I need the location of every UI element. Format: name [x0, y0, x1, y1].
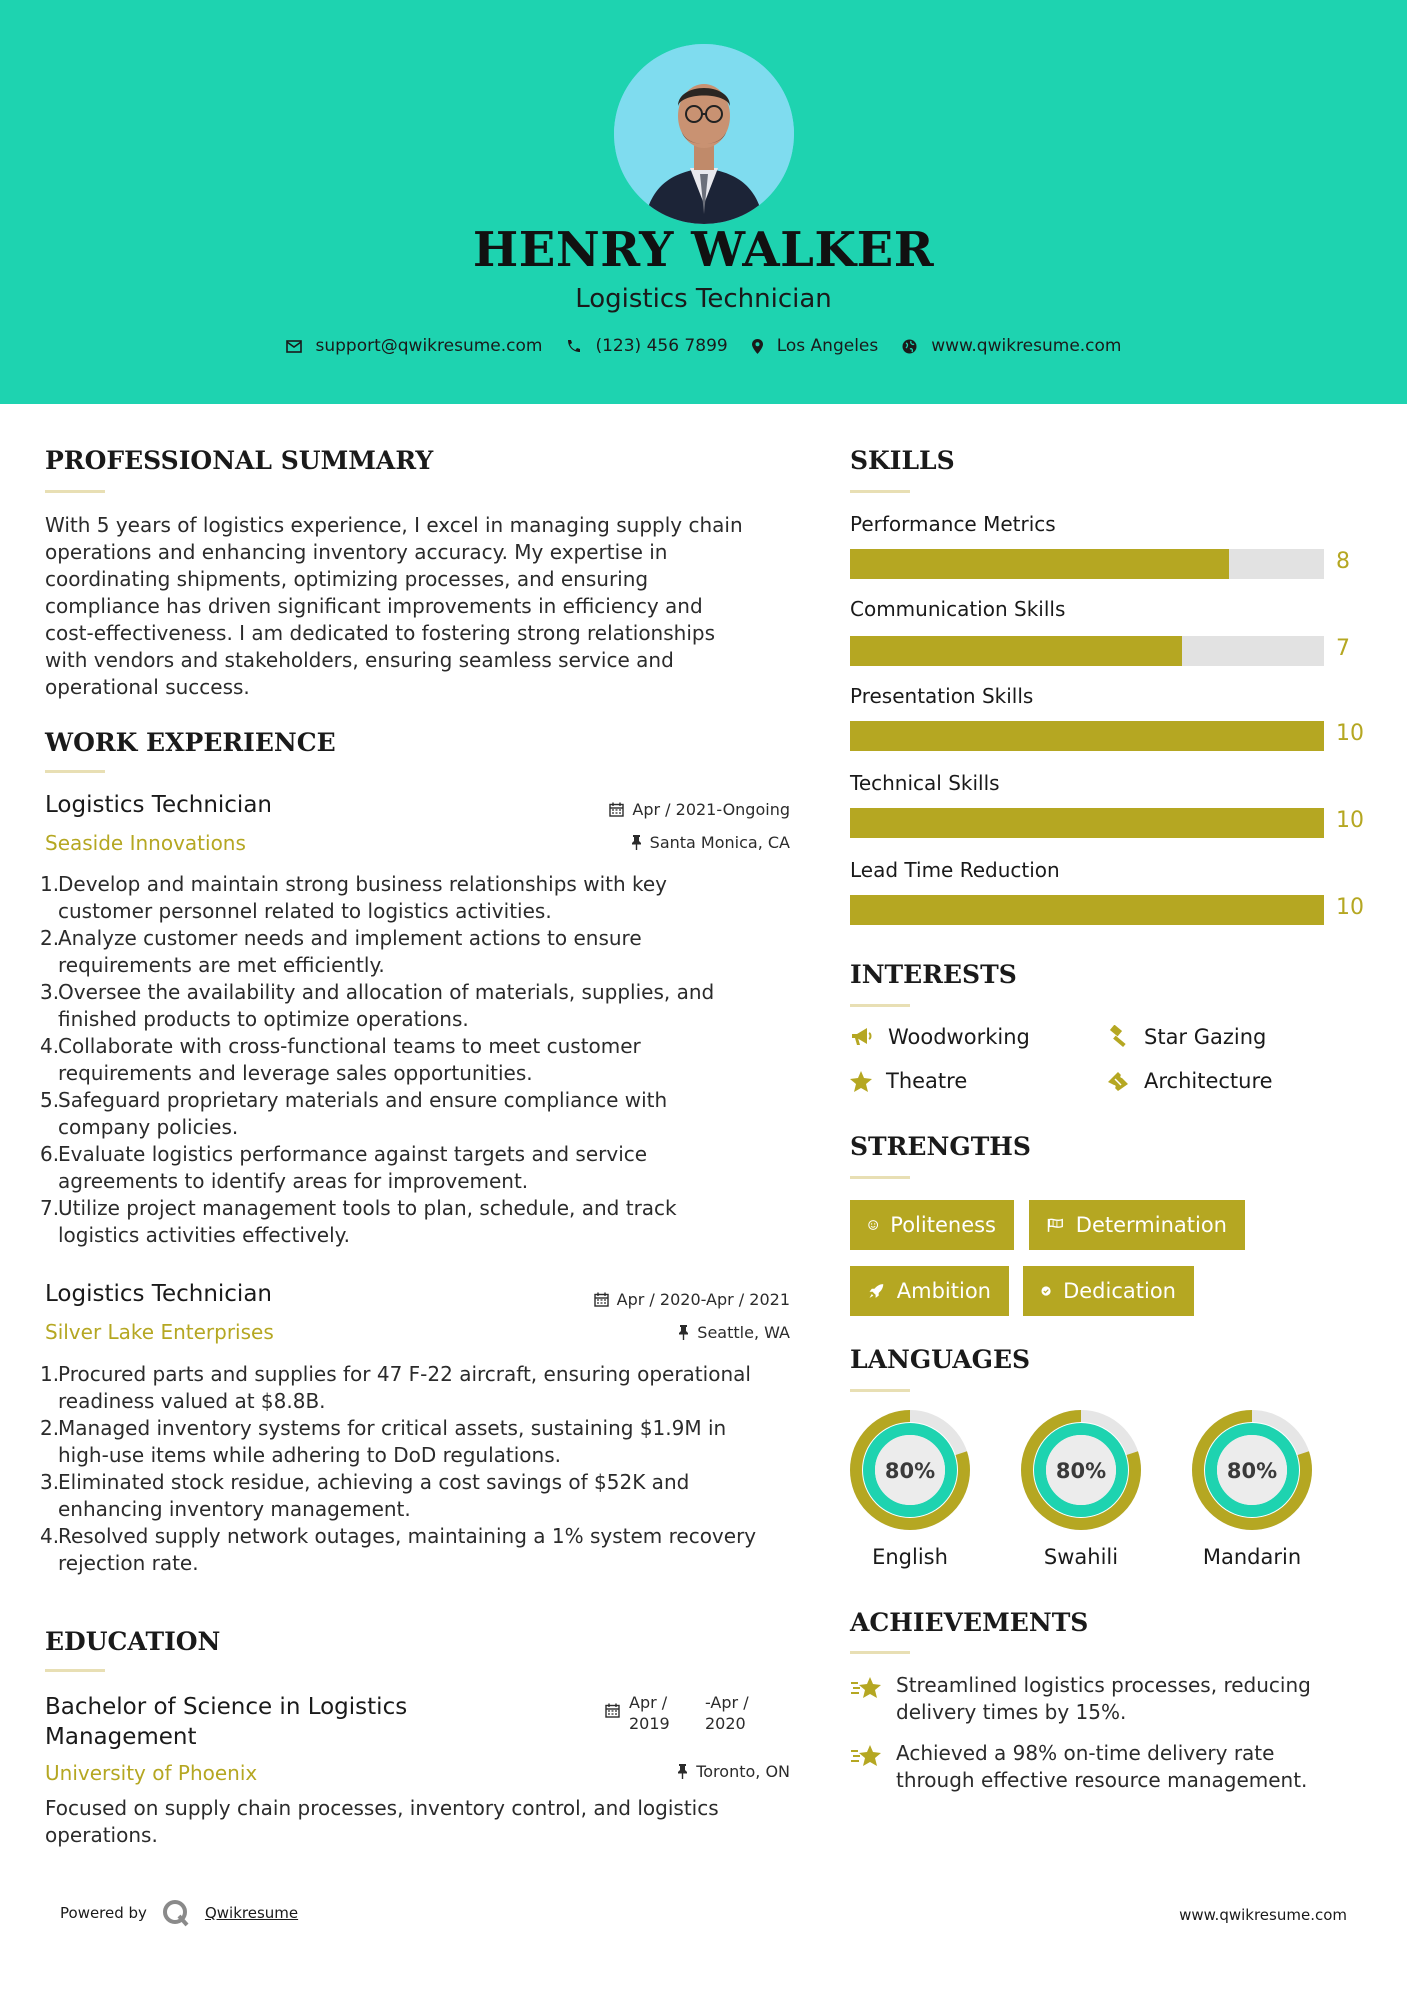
bullet-line: Evaluate logistics performance against targets and service — [58, 1142, 648, 1166]
achievement-item — [850, 1740, 1370, 1794]
gauge-percent-label: 80% — [884, 1459, 936, 1483]
experience-heading: WORK EXPERIENCE — [45, 728, 336, 757]
ticket-icon — [1106, 1070, 1130, 1092]
skill-label: Presentation Skills — [850, 684, 1034, 708]
job-location-text: Santa Monica, CA — [649, 833, 790, 852]
megaphone-icon — [850, 1027, 874, 1047]
summary-rule — [45, 490, 105, 493]
bullet-line: enhancing inventory management. — [58, 1497, 411, 1521]
bullet-line: logistics activities effectively. — [58, 1223, 350, 1247]
education-heading: EDUCATION — [45, 1627, 221, 1656]
language-donut — [1019, 1408, 1143, 1532]
language-gauge — [1190, 1408, 1314, 1536]
skill-value: 8 — [1336, 549, 1350, 574]
achievement-text — [896, 1672, 1311, 1726]
school-name: University of Phoenix — [45, 1761, 258, 1785]
skill-value: 10 — [1336, 895, 1364, 920]
smile-icon — [868, 1215, 878, 1235]
strengths-heading: STRENGTHS — [850, 1132, 1031, 1161]
strength-badge — [1023, 1266, 1194, 1316]
bullet-line: readiness valued at $8.8B. — [58, 1389, 326, 1413]
gauge-percent-label: 80% — [1226, 1459, 1278, 1483]
education-calendar — [605, 1703, 620, 1722]
shooting-star-icon — [850, 1742, 884, 1770]
bullet-line: requirements and leverage sales opportunities. — [58, 1061, 533, 1085]
job-date-text: Apr / 2021-Ongoing — [632, 800, 790, 819]
interest-label: Theatre — [886, 1069, 968, 1093]
list-item — [40, 1523, 800, 1577]
calendar-icon — [609, 802, 624, 817]
summary-line: cost-effectiveness. I am dedicated to fostering strong relationships — [45, 621, 715, 645]
skill-value: 7 — [1336, 636, 1350, 661]
bullet-line: Safeguard proprietary materials and ensure compliance with — [58, 1088, 668, 1112]
bullet-line: Collaborate with cross-functional teams to meet customer — [58, 1034, 641, 1058]
calendar-icon — [594, 1292, 609, 1307]
bullet-line: requirements are met efficiently. — [58, 953, 385, 977]
description-line: Focused on supply chain processes, inventory control, and logistics — [45, 1796, 719, 1820]
interest-label: Star Gazing — [1144, 1025, 1267, 1049]
achievement-line: Achieved a 98% on-time delivery rate — [896, 1741, 1275, 1765]
skill-bar-fill — [850, 895, 1324, 925]
interest-item — [850, 1069, 967, 1093]
check-circle-icon — [1041, 1280, 1051, 1302]
date-line: -Apr / — [705, 1693, 749, 1712]
skill-label: Performance Metrics — [850, 512, 1056, 536]
bullet-line: Managed inventory systems for critical assets, sustaining $1.9M in — [58, 1416, 727, 1440]
pushpin-icon — [678, 1325, 689, 1340]
skill-label: Lead Time Reduction — [850, 858, 1060, 882]
education-description — [45, 1795, 805, 1849]
star-icon — [850, 1071, 872, 1092]
bullet-line: company policies. — [58, 1115, 239, 1139]
achievement-line: delivery times by 15%. — [896, 1700, 1127, 1724]
strength-label: Dedication — [1063, 1279, 1176, 1303]
rocket-icon — [868, 1280, 885, 1302]
interest-label: Woodworking — [888, 1025, 1030, 1049]
bullet-line: Develop and maintain strong business relationships with key — [58, 872, 668, 896]
strength-badge — [1029, 1200, 1245, 1250]
list-item — [40, 1195, 800, 1249]
skill-value: 10 — [1336, 721, 1364, 746]
footer-powered-by — [60, 1898, 298, 1928]
education-location-text: Toronto, ON — [696, 1762, 790, 1781]
date-line: 2020 — [705, 1714, 746, 1733]
language-gauge — [848, 1408, 972, 1536]
degree-line: Bachelor of Science in Logistics — [45, 1694, 408, 1720]
achievement-line: Streamlined logistics processes, reducing — [896, 1673, 1311, 1697]
company-name: Silver Lake Enterprises — [45, 1320, 274, 1344]
company-name: Seaside Innovations — [45, 831, 246, 855]
list-item — [40, 1415, 800, 1469]
strength-badge — [850, 1266, 1009, 1316]
achievement-item — [850, 1672, 1370, 1726]
contact-row — [0, 336, 1407, 356]
list-item — [40, 871, 800, 925]
bullet-line: Oversee the availability and allocation of materials, supplies, and — [58, 980, 715, 1004]
bullet-line: Utilize project management tools to plan, schedule, and track — [58, 1196, 677, 1220]
shooting-star-icon — [850, 1674, 884, 1702]
header-banner — [0, 0, 1407, 404]
bullet-number: 3. — [40, 980, 60, 1004]
envelope-icon — [286, 340, 302, 353]
gauge-percent-label: 80% — [1055, 1459, 1107, 1483]
skill-bar — [850, 636, 1324, 666]
summary-text — [45, 512, 785, 701]
calendar-icon — [605, 1703, 620, 1718]
skill-label: Communication Skills — [850, 597, 1066, 621]
summary-line: operational success. — [45, 675, 250, 699]
list-item — [40, 1469, 800, 1523]
list-item — [40, 1141, 800, 1195]
powered-by-text: Powered by — [60, 1904, 147, 1922]
contact-website-text: www.qwikresume.com — [931, 336, 1122, 356]
skill-bar — [850, 895, 1324, 925]
interest-item — [1106, 1069, 1273, 1093]
bullet-number: 4. — [40, 1524, 60, 1548]
globe-icon — [902, 339, 917, 354]
skill-bar — [850, 721, 1324, 751]
degree-title — [45, 1692, 407, 1752]
skills-rule — [850, 490, 910, 493]
job-bullets — [40, 1361, 800, 1577]
bullet-number: 6. — [40, 1142, 60, 1166]
summary-line: coordinating shipments, optimizing processes, and ensuring — [45, 567, 649, 591]
achievements-rule — [850, 1651, 910, 1654]
gavel-icon — [1106, 1025, 1130, 1049]
languages-heading: LANGUAGES — [850, 1345, 1031, 1374]
qwikresume-logo-icon — [161, 1898, 191, 1928]
job-bullets — [40, 871, 800, 1249]
summary-heading: PROFESSIONAL SUMMARY — [45, 446, 434, 475]
date-line: 2019 — [629, 1714, 670, 1733]
bullet-line: finished products to optimize operations. — [58, 1007, 469, 1031]
bullet-line: Analyze customer needs and implement actions to ensure — [58, 926, 642, 950]
job-title: Logistics Technician — [45, 1281, 272, 1307]
skill-value: 10 — [1336, 808, 1364, 833]
job-location — [560, 833, 790, 852]
skill-bar-fill — [850, 636, 1182, 666]
language-label: Swahili — [1043, 1545, 1119, 1569]
bullet-line: customer personnel related to logistics activities. — [58, 899, 552, 923]
job-date-text: Apr / 2020-Apr / 2021 — [616, 1290, 790, 1309]
achievement-line: through effective resource management. — [896, 1768, 1308, 1792]
summary-line: compliance has driven significant improvements in efficiency and — [45, 594, 703, 618]
education-rule — [45, 1669, 105, 1672]
interests-heading: INTERESTS — [850, 960, 1017, 989]
bullet-line: rejection rate. — [58, 1551, 199, 1575]
job-location — [560, 1323, 790, 1342]
interest-item — [850, 1025, 1030, 1049]
contact-email-text: support@qwikresume.com — [315, 336, 543, 356]
pushpin-icon — [631, 835, 642, 850]
achievement-text — [896, 1740, 1307, 1794]
skill-label: Technical Skills — [850, 771, 1000, 795]
summary-line: with vendors and stakeholders, ensuring seamless service and — [45, 648, 674, 672]
list-item — [40, 1361, 800, 1415]
description-line: operations. — [45, 1823, 158, 1847]
bullet-number: 1. — [40, 1362, 60, 1386]
skill-bar-fill — [850, 721, 1324, 751]
profile-photo — [614, 44, 794, 224]
job-date — [560, 800, 790, 819]
bullet-number: 2. — [40, 926, 60, 950]
job-title: Logistics Technician — [45, 792, 272, 818]
bullet-number: 4. — [40, 1034, 60, 1058]
candidate-name: HENRY WALKER — [472, 222, 935, 278]
qwikresume-link[interactable]: Qwikresume — [204, 1904, 299, 1922]
bullet-number: 3. — [40, 1470, 60, 1494]
bullet-number: 7. — [40, 1196, 60, 1220]
strength-label: Determination — [1075, 1213, 1227, 1237]
language-donut — [848, 1408, 972, 1532]
bullet-line: Eliminated stock residue, achieving a cost savings of $52K and — [58, 1470, 690, 1494]
skill-bar — [850, 549, 1324, 579]
degree-line: Management — [45, 1724, 197, 1750]
strength-label: Ambition — [896, 1279, 991, 1303]
bullet-line: Resolved supply network outages, maintaining a 1% system recovery — [58, 1524, 757, 1548]
bullet-line: agreements to identify areas for improvement. — [58, 1169, 529, 1193]
skill-bar-fill — [850, 808, 1324, 838]
education-end-date — [705, 1692, 749, 1734]
strength-badge — [850, 1200, 1014, 1250]
interest-label: Architecture — [1144, 1069, 1273, 1093]
contact-location — [752, 336, 879, 356]
flag-icon — [1047, 1216, 1064, 1234]
bullet-line: high-use items while adhering to DoD regulations. — [58, 1443, 561, 1467]
interests-rule — [850, 1004, 910, 1007]
bullet-number: 2. — [40, 1416, 60, 1440]
language-donut — [1190, 1408, 1314, 1532]
date-line: Apr / — [629, 1693, 668, 1712]
languages-rule — [850, 1389, 910, 1392]
map-pin-icon — [752, 339, 763, 354]
achievements-heading: ACHIEVEMENTS — [850, 1608, 1089, 1637]
footer-website[interactable]: www.qwikresume.com — [1179, 1906, 1347, 1924]
language-label: English — [872, 1545, 948, 1569]
skill-bar — [850, 808, 1324, 838]
bullet-line: Procured parts and supplies for 47 F-22 aircraft, ensuring operational — [58, 1362, 751, 1386]
interest-item — [1106, 1025, 1266, 1049]
candidate-title: Logistics Technician — [575, 284, 832, 314]
bullet-number: 5. — [40, 1088, 60, 1112]
list-item — [40, 979, 800, 1033]
experience-rule — [45, 770, 105, 773]
strength-label: Politeness — [890, 1213, 996, 1237]
contact-phone-text: (123) 456 7899 — [595, 336, 728, 356]
language-label: Mandarin — [1202, 1545, 1302, 1569]
job-date — [540, 1290, 790, 1309]
avatar — [614, 44, 794, 224]
education-start-date — [629, 1692, 670, 1734]
skill-bar-fill — [850, 549, 1229, 579]
skills-heading: SKILLS — [850, 446, 955, 475]
language-gauge — [1019, 1408, 1143, 1536]
contact-email[interactable] — [286, 336, 543, 356]
summary-line: operations and enhancing inventory accuracy. My expertise in — [45, 540, 668, 564]
contact-phone[interactable] — [566, 336, 727, 356]
phone-icon — [566, 339, 581, 354]
pushpin-icon — [677, 1764, 688, 1779]
education-location — [560, 1762, 790, 1781]
list-item — [40, 1087, 800, 1141]
list-item — [40, 1033, 800, 1087]
strengths-rule — [850, 1176, 910, 1179]
job-location-text: Seattle, WA — [697, 1323, 790, 1342]
bullet-number: 1. — [40, 872, 60, 896]
contact-website[interactable] — [902, 336, 1121, 356]
contact-location-text: Los Angeles — [776, 336, 879, 356]
list-item — [40, 925, 800, 979]
summary-line: With 5 years of logistics experience, I excel in managing supply chain — [45, 513, 743, 537]
